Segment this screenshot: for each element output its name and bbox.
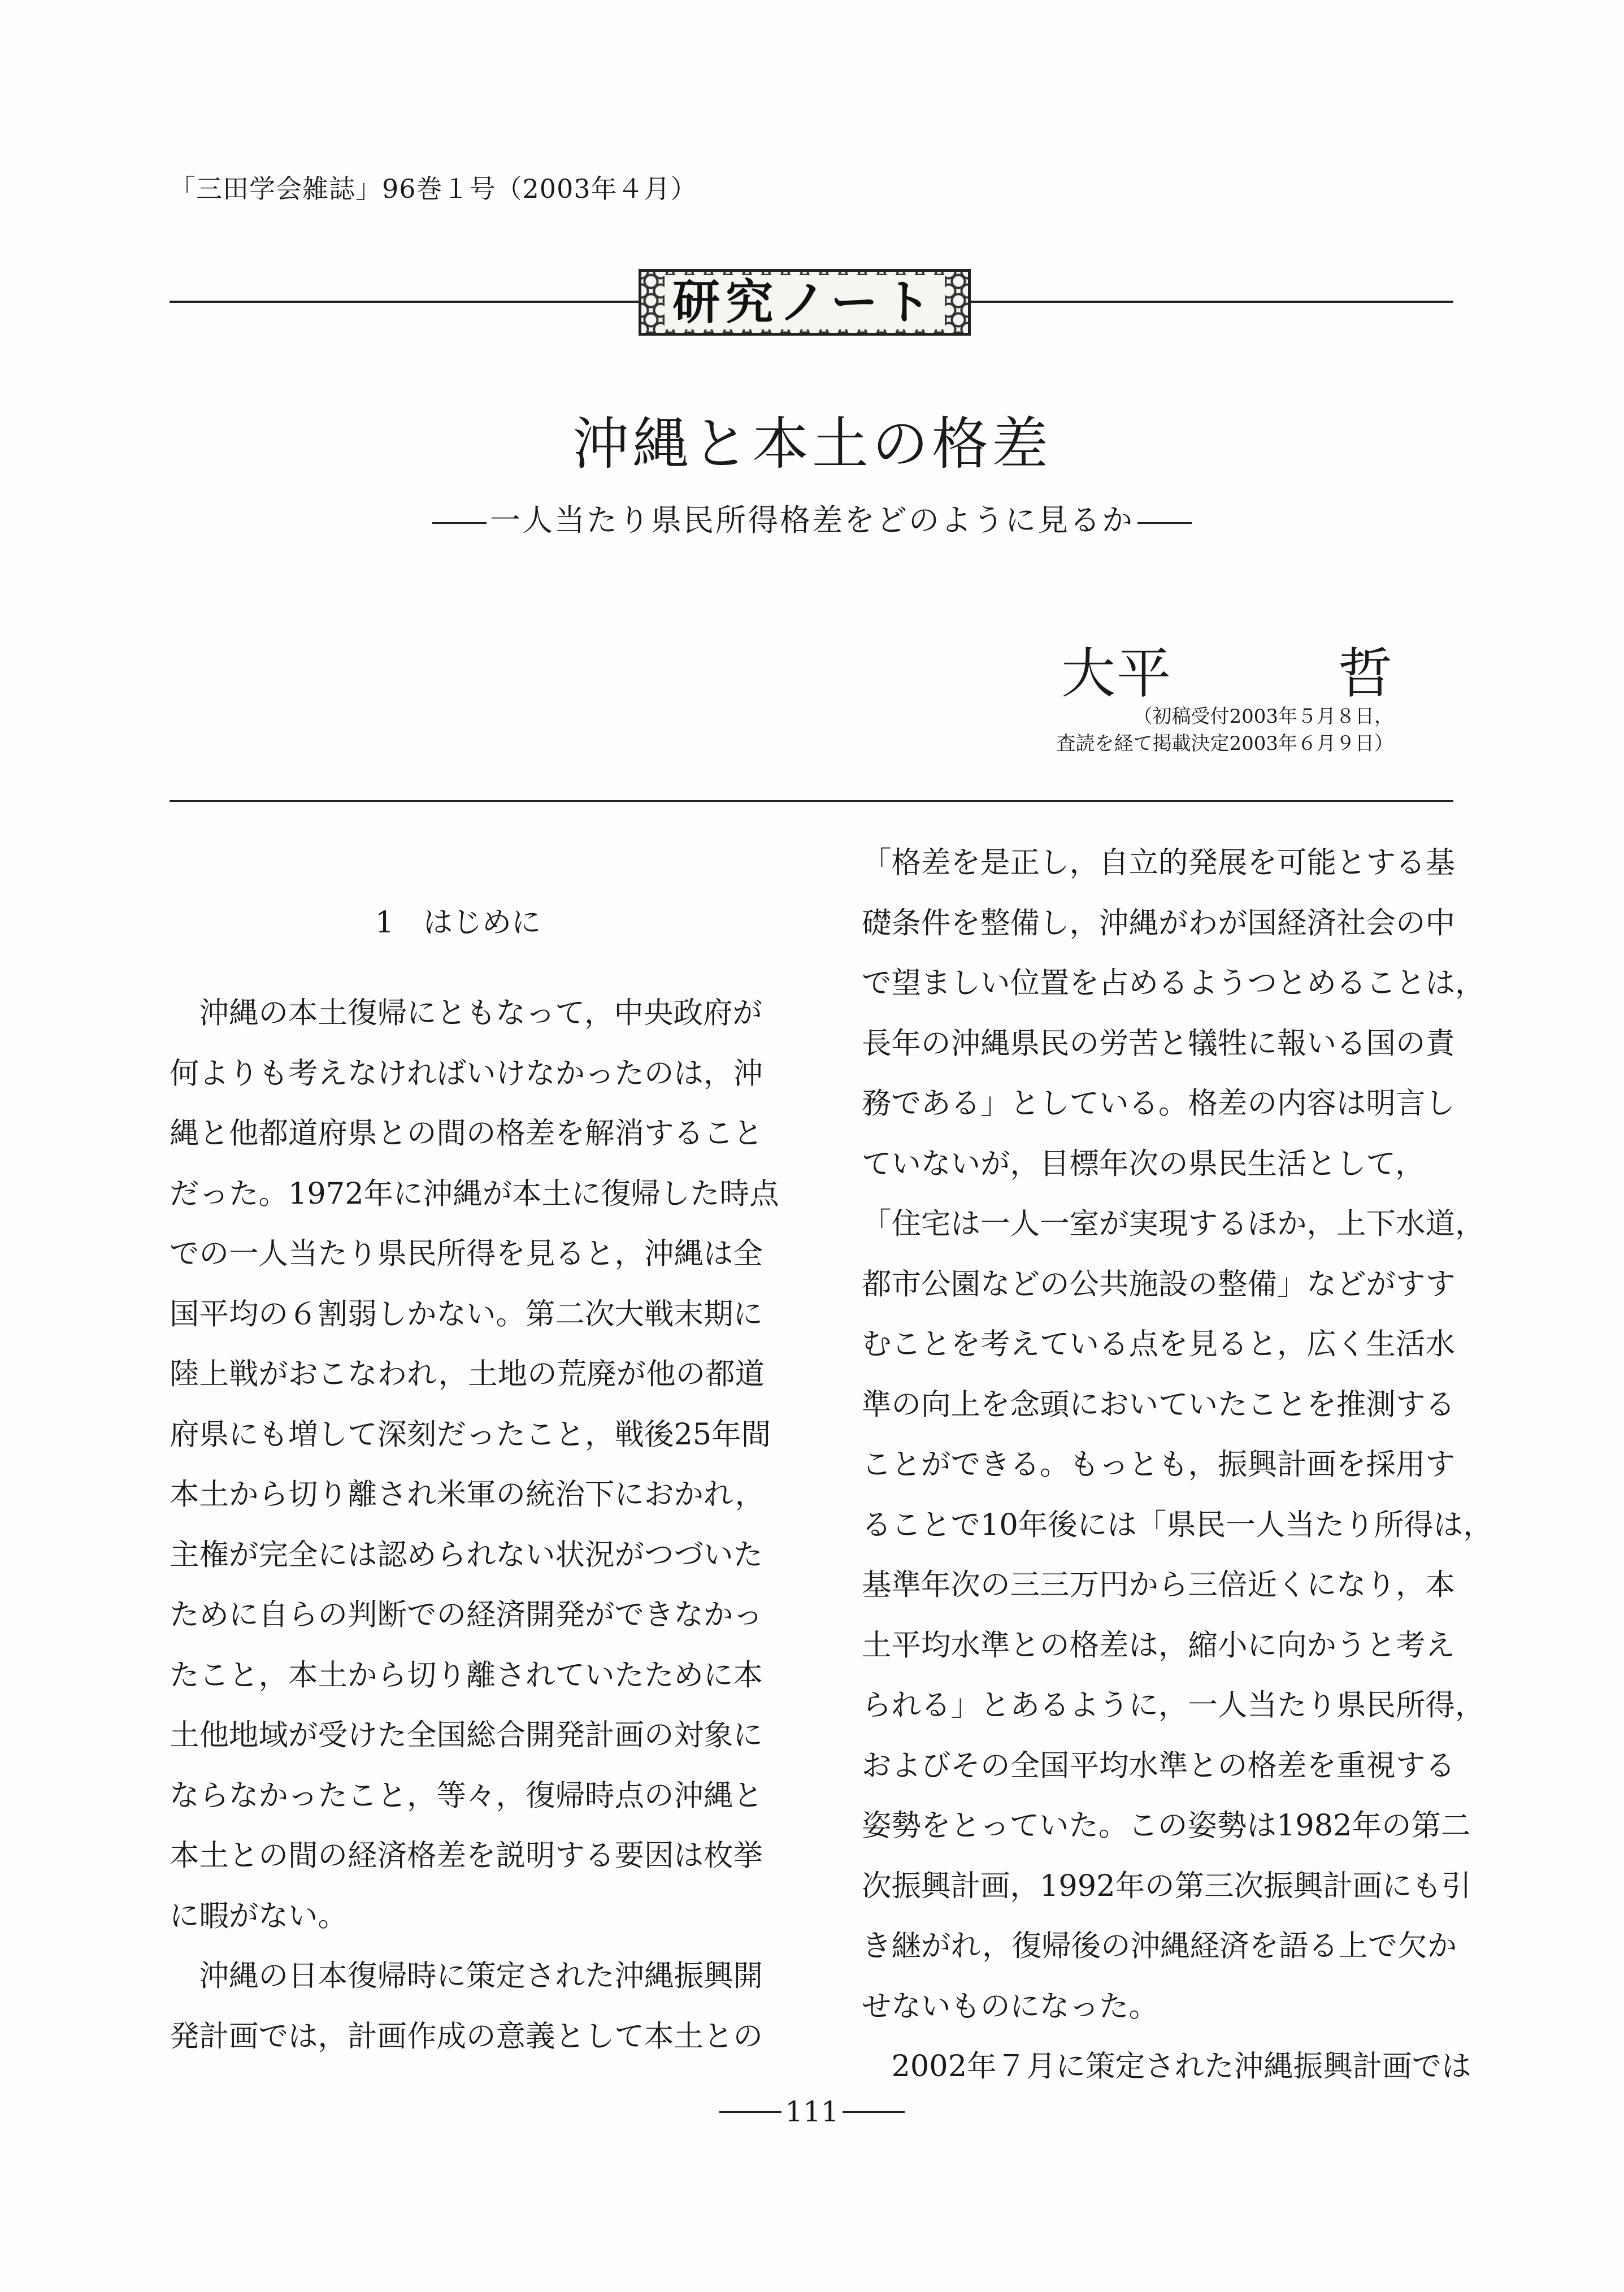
paragraph-line: 本土から切り離され米軍の統治下におかれ， bbox=[170, 1477, 765, 1512]
paragraph-line: で望ましい位置を占めるようつとめることは， bbox=[862, 966, 1485, 1000]
article-subtitle-wrap bbox=[0, 496, 1624, 540]
journal-citation: 「三田学会雑誌」96巻１号（2003年４月） bbox=[170, 173, 697, 204]
paragraph-line: むことを考えている点を見ると，広く生活水 bbox=[862, 1327, 1456, 1361]
paragraph-line: ていないが，目標年次の県民生活として， bbox=[862, 1146, 1425, 1181]
paragraph-line: ならなかったこと，等々，復帰時点の沖縄と bbox=[170, 1778, 763, 1813]
paragraph-line: ることで10年後には「県民一人当たり所得は， bbox=[862, 1507, 1493, 1542]
paragraph-line: だった。1972年に沖縄が本土に復帰した時点 bbox=[170, 1176, 779, 1211]
subtitle-dash-right bbox=[1137, 522, 1192, 524]
paragraph-line: での一人当たり県民所得を見ると，沖縄は全 bbox=[170, 1236, 763, 1271]
paragraph-line: 土平均水準との格差は，縮小に向かうと考え bbox=[862, 1627, 1456, 1662]
paragraph-line: 縄と他都道府県との間の格差を解消すること bbox=[170, 1116, 763, 1151]
paragraph-line: およびその全国平均水準との格差を重視する bbox=[862, 1748, 1456, 1783]
paragraph-line: ことができる。もっとも，振興計画を採用す bbox=[862, 1447, 1456, 1482]
paragraph-line: 陸上戦がおこなわれ，土地の荒廃が他の都道 bbox=[170, 1357, 765, 1391]
page-number-dash-right bbox=[843, 2111, 905, 2113]
paragraph-line: 府県にも増して深刻だったこと，戦後25年間 bbox=[170, 1417, 771, 1452]
paragraph-line: ために自らの判断での経済開発ができなかっ bbox=[170, 1598, 763, 1632]
article-subtitle: 一人当たり県民所得格差をどのように見るか bbox=[490, 502, 1134, 538]
subtitle-dash-left bbox=[432, 522, 487, 524]
paragraph-line: 発計画では，計画作成の意義として本土との bbox=[170, 2018, 763, 2054]
author-name: 大平 哲 bbox=[1061, 642, 1393, 705]
received-note-line2: 査読を経て掲載決定2003年６月９日） bbox=[1056, 732, 1393, 755]
paragraph-line: 準の向上を念頭においていたことを推測する bbox=[862, 1387, 1456, 1422]
article-title: 沖縄と本土の格差 bbox=[572, 411, 1052, 477]
paragraph-line: 土他地域が受けた全国総合開発計画の対象に bbox=[170, 1718, 763, 1752]
paragraph-line: 沖縄の日本復帰時に策定された沖縄振興開 bbox=[170, 1959, 763, 1993]
paragraph-line: 次振興計画，1992年の第三次振興計画にも引 bbox=[862, 1868, 1471, 1903]
research-note-badge bbox=[639, 269, 971, 336]
paragraph-line: られる」とあるように，一人当たり県民所得， bbox=[862, 1688, 1485, 1722]
paragraph-line: 本土との間の経済格差を説明する要因は枚挙 bbox=[170, 1838, 763, 1873]
paragraph-line: 「格差を是正し，自立的発展を可能とする基 bbox=[862, 845, 1456, 880]
section-heading: 1 はじめに bbox=[375, 906, 541, 940]
paragraph-line: 2002年７月に策定された沖縄振興計画では bbox=[862, 2049, 1471, 2083]
paragraph-line: せないものになった。 bbox=[862, 1989, 1159, 2024]
page-number-wrap bbox=[0, 2095, 1624, 2128]
paragraph-line: 主権が完全には認められない状況がつづいた bbox=[170, 1537, 763, 1572]
paragraph-line: 都市公園などの公共施設の整備」などがすす bbox=[862, 1266, 1456, 1301]
paragraph-line: 何よりも考えなければいけなかったのは，沖 bbox=[170, 1056, 763, 1091]
paragraph-line: き継がれ，復帰後の沖縄経済を語る上で欠か bbox=[862, 1929, 1457, 1963]
page-number-dash-left bbox=[719, 2111, 781, 2113]
paragraph-line: たこと，本土から切り離されていたために本 bbox=[170, 1657, 763, 1692]
section-rule bbox=[170, 800, 1453, 802]
paragraph-line: 礎条件を整備し，沖縄がわが国経済社会の中 bbox=[862, 905, 1456, 940]
paragraph-line: 「住宅は一人一室が実現するほか，上下水道， bbox=[862, 1206, 1485, 1241]
received-note-line1: （初稿受付2003年５月８日， bbox=[1133, 705, 1393, 728]
body-left-column bbox=[170, 983, 779, 2067]
body-right-column bbox=[862, 833, 1493, 2097]
badge-label: 研究ノート bbox=[665, 275, 944, 329]
paragraph-line: 長年の沖縄県民の労苦と犠牲に報いる国の責 bbox=[862, 1026, 1456, 1061]
paragraph-line: 沖縄の本土復帰にともなって，中央政府が bbox=[170, 996, 762, 1030]
paragraph-line: 基準年次の三三万円から三倍近くになり，本 bbox=[862, 1568, 1456, 1602]
paragraph-line: 姿勢をとっていた。この姿勢は1982年の第二 bbox=[862, 1808, 1471, 1843]
page-number: 111 bbox=[785, 2095, 839, 2128]
paragraph-line: に暇がない。 bbox=[170, 1898, 348, 1933]
paragraph-line: 国平均の６割弱しかない。第二次大戦末期に bbox=[170, 1296, 763, 1331]
paragraph-line: 務である」としている。格差の内容は明言し bbox=[862, 1086, 1456, 1121]
